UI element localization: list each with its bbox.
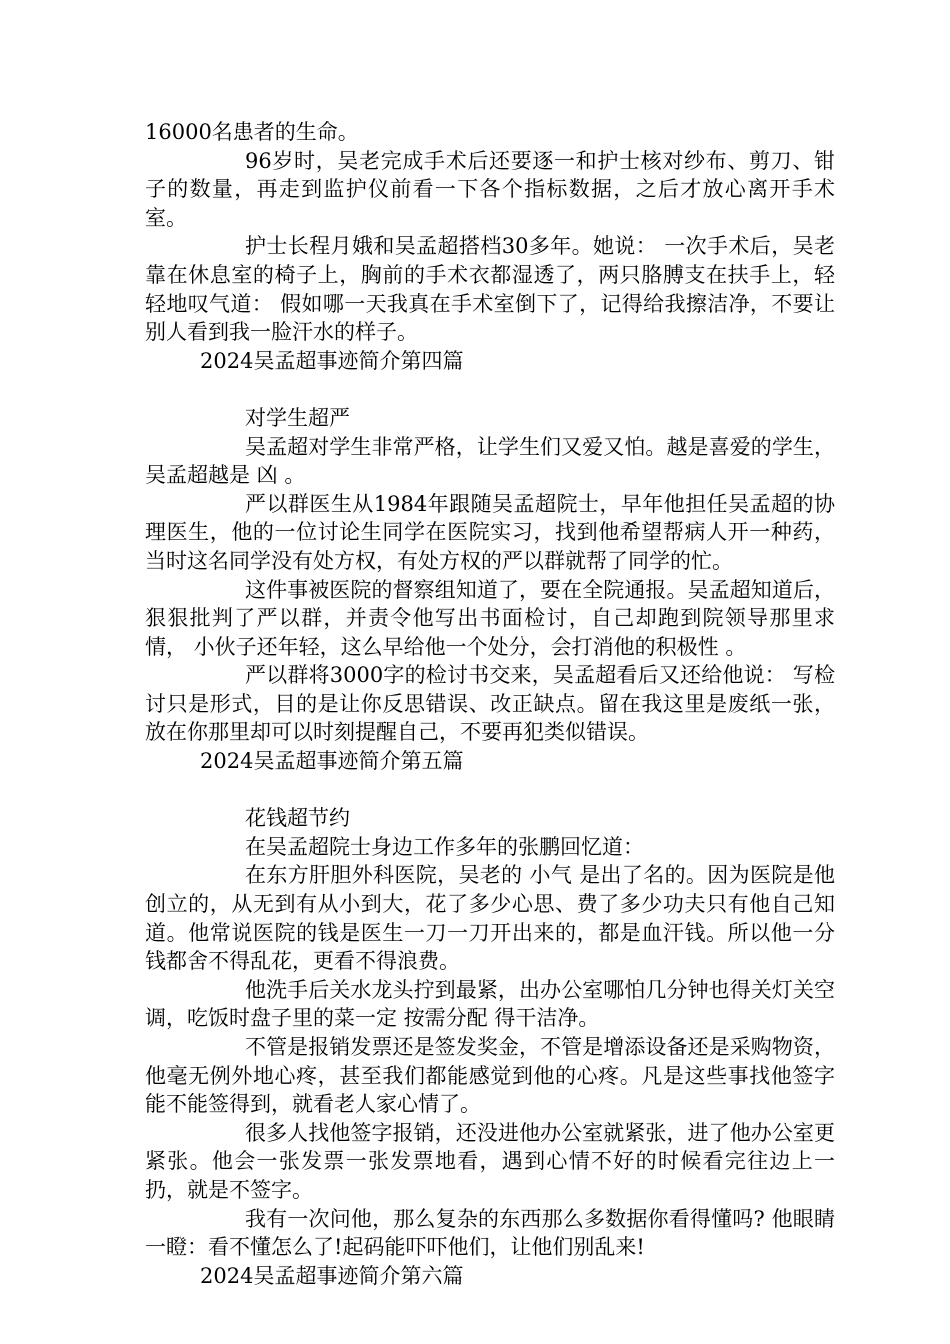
- paragraph-reimbursement: 不管是报销发票还是签发奖金，不管是增添设备还是采购物资，他毫无例外地心疼，甚至我们都能感觉到他的心疼。凡是这些事找他签字能不能签得到，就看老人家心情了。: [145, 1035, 835, 1117]
- paragraph-stingy: 在东方肝胆外科医院，吴老的 小气 是出了名的。因为医院是他创立的，从无到有从小到大，花了多少心思、费了多少功夫只有他自己知道。他常说医院的钱是医生一刀一刀开出来的，都是血汗钱。所以他一分钱都舍不得乱花，更看不得浪费。: [145, 863, 835, 974]
- blank-line: [145, 375, 835, 404]
- document-body: [145, 118, 835, 1290]
- paragraph-yan-yiqun: 严以群医生从1984年跟随吴孟超院士，早年他担任吴孟超的协理医生，他的一位讨论生同学在医院实习，找到他希望帮病人开一种药，当时这名同学没有处方权，有处方权的严以群就帮了同学的忙。: [145, 491, 835, 573]
- paragraph-water-tap: 他洗手后关水龙头拧到最紧，出办公室哪怕几分钟也得关灯关空调，吃饭时盘子里的菜一定 按需分配 得干洁净。: [145, 977, 835, 1031]
- paragraph-question: 我有一次问他，那么复杂的东西那么多数据你看得懂吗? 他眼睛一瞪：看不懂怎么了!起码能吓吓他们，让他们别乱来!: [145, 1206, 835, 1260]
- paragraph-self-criticism: 严以群将3000字的检讨书交来，吴孟超看后又还给他说： 写检讨只是形式，目的是让你反思错误、改正缺点。留在我这里是废纸一张，放在你那里却可以时刻提醒自己，不要再犯类似错误。: [145, 663, 835, 745]
- section-subtitle-strict: 对学生超严: [245, 405, 350, 430]
- paragraph-signing: 很多人找他签字报销，还没进他办公室就紧张，进了他办公室更紧张。他会一张发票一张发票地看，遇到心情不好的时候看完往边上一扔，就是不签字。: [145, 1120, 835, 1202]
- paragraph-strict-students: 吴孟超对学生非常严格，让学生们又爱又怕。越是喜爱的学生，吴孟超越是 凶 。: [145, 434, 835, 488]
- paragraph-patients-count: 16000名患者的生命。: [145, 120, 359, 144]
- paragraph-zhang-peng: 在吴孟超院士身边工作多年的张鹏回忆道：: [245, 834, 644, 859]
- paragraph-head-nurse: 护士长程月娥和吴孟超搭档30多年。她说： 一次手术后，吴老靠在休息室的椅子上，胸前的手术衣都湿透了，两只胳膊支在扶手上，轻轻地叹气道： 假如哪一天我真在手术室倒下了，记得给我擦洁净，不要让别人看到我一脸汗水的样子。: [145, 234, 835, 345]
- section-heading-4: 2024吴孟超事迹简介第四篇: [200, 348, 464, 373]
- paragraph-supervision: 这件事被医院的督察组知道了，要在全院通报。吴孟超知道后，狠狠批判了严以群，并责令他写出书面检讨，自己却跑到院领导那里求情， 小伙子还年轻，这么早给他一个处分，会打消他的积极性 。: [145, 577, 835, 659]
- section-heading-5: 2024吴孟超事迹简介第五篇: [200, 749, 464, 774]
- section-subtitle-frugal: 花钱超节约: [245, 806, 350, 831]
- blank-line: [145, 776, 835, 805]
- section-heading-6: 2024吴孟超事迹简介第六篇: [200, 1263, 464, 1288]
- paragraph-age-96: 96岁时，吴老完成手术后还要逐一和护士核对纱布、剪刀、钳子的数量，再走到监护仪前看一下各个指标数据，之后才放心离开手术室。: [145, 148, 835, 230]
